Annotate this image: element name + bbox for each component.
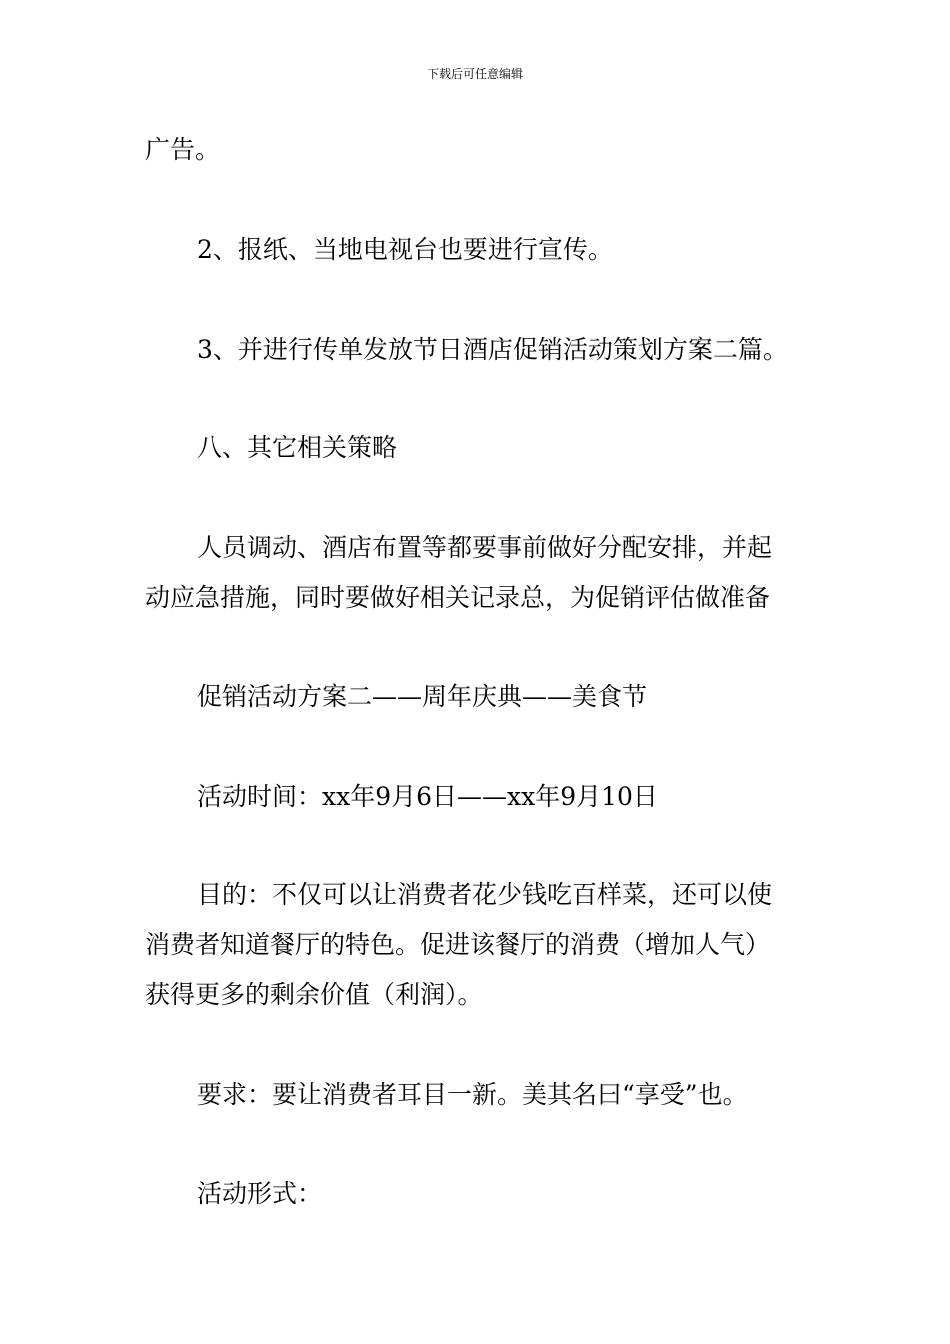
paragraph-activity-form: 活动形式： <box>197 1179 323 1208</box>
paragraph-requirement: 要求：要让消费者耳目一新。美其名曰“享受”也。 <box>197 1080 748 1109</box>
paragraph-staffing-line-1: 人员调动、酒店布置等都要事前做好分配安排，并起 <box>197 533 773 562</box>
paragraph-purpose-line-3: 获得更多的剩余价值（利润）。 <box>145 980 483 1009</box>
paragraph-plan-two-title: 促销活动方案二——周年庆典——美食节 <box>197 682 648 711</box>
paragraph-item-2: 2、报纸、当地电视台也要进行宣传。 <box>197 235 613 264</box>
paragraph-ad-ending: 广告。 <box>145 135 221 164</box>
paragraph-activity-time: 活动时间：xx年9月6日——xx年9月10日 <box>197 782 658 811</box>
page-header-note: 下载后可任意编辑 <box>426 67 523 81</box>
section-heading-other-strategies: 八、其它相关策略 <box>197 433 398 462</box>
paragraph-staffing-line-2: 动应急措施，同时要做好相关记录总，为促销评估做准备 <box>145 583 771 612</box>
paragraph-item-3: 3、并进行传单发放节日酒店促销活动策划方案二篇。 <box>197 335 788 364</box>
paragraph-purpose-line-1: 目的：不仅可以让消费者花少钱吃百样菜，还可以使 <box>197 880 773 909</box>
paragraph-purpose-line-2: 消费者知道餐厅的特色。促进该餐厅的消费（增加人气） <box>145 930 771 959</box>
